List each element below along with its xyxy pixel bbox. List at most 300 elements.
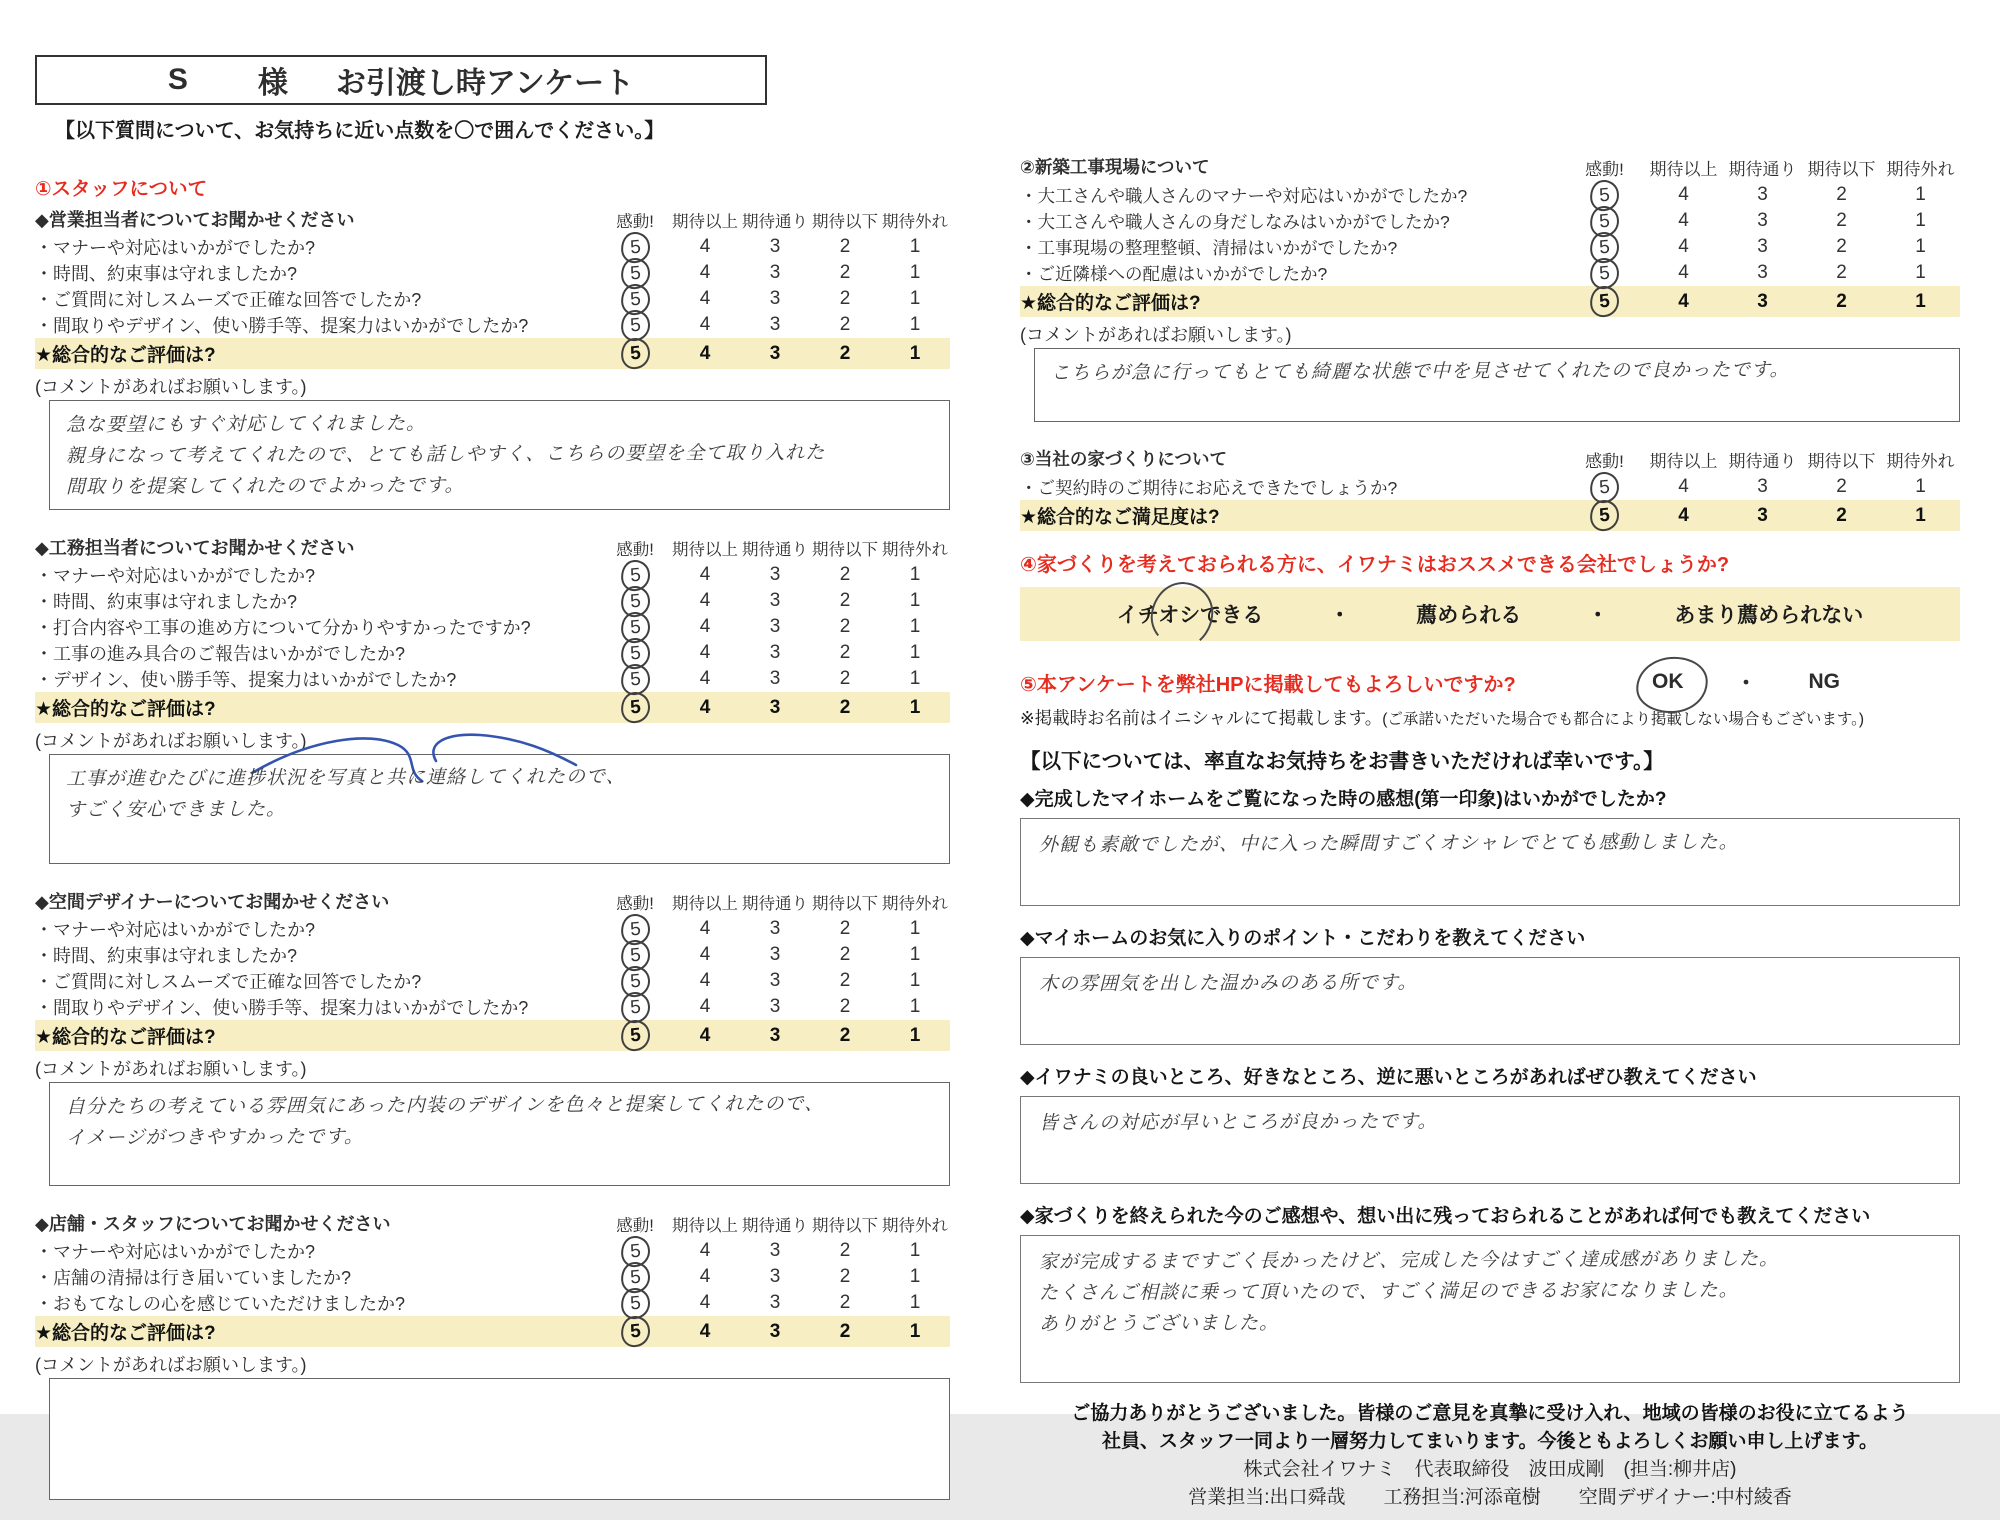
scale-label: 感動!: [616, 1217, 654, 1236]
question-label: ・マナーや対応はいかがでしたか?: [35, 566, 316, 587]
rating-option-4[interactable]: 4: [699, 288, 711, 309]
rating-option-2[interactable]: 2: [1836, 476, 1847, 497]
selected-rating-circle: 5: [1589, 256, 1621, 289]
scale-label: 期待以上: [672, 213, 738, 231]
rating-option-5[interactable]: [600, 664, 670, 695]
rating-option-1[interactable]: 1: [909, 590, 921, 612]
overall-rating-row: [35, 692, 950, 723]
rating-option-1[interactable]: 1: [1915, 236, 1926, 257]
rating-option-3[interactable]: 3: [769, 590, 781, 612]
comment-box[interactable]: [49, 1082, 950, 1186]
rating-option-4[interactable]: 4: [699, 944, 711, 966]
section-heading: ①スタッフについて: [35, 178, 208, 200]
rating-option-2[interactable]: 2: [839, 342, 851, 364]
selected-rating-circle: 5: [619, 282, 651, 315]
scale-label: 期待以下: [1807, 160, 1876, 179]
question-row: [35, 562, 950, 588]
rating-option-4[interactable]: 4: [699, 616, 711, 638]
question-row: [35, 614, 950, 640]
rating-option-1[interactable]: 1: [909, 668, 921, 690]
scale-label: 期待通り: [742, 541, 808, 560]
rating-option-4[interactable]: 4: [1678, 184, 1689, 205]
rating-option-2[interactable]: 2: [839, 564, 851, 586]
recommend-option[interactable]: 薦められる: [1416, 604, 1522, 627]
rating-option-4[interactable]: 4: [699, 1240, 711, 1262]
question-label: ・時間、約束事は守れましたか?: [35, 264, 298, 284]
hp-publish-note-small: (ご承諾いただいた場合でも都合により掲載しない場合もございます。): [1382, 711, 1865, 728]
left-column: [35, 176, 950, 1520]
rating-option-2[interactable]: 2: [839, 944, 851, 966]
scale-label: 期待以上: [1649, 452, 1718, 471]
rating-option-1[interactable]: 1: [909, 564, 921, 586]
scale-label: 期待外れ: [882, 541, 948, 560]
rating-section: [35, 1206, 950, 1500]
overall-label: ★総合的なご評価は?: [35, 699, 216, 721]
rating-scale: [1565, 500, 1960, 531]
rating-option-3[interactable]: 3: [769, 668, 781, 690]
customer-initial: S: [167, 63, 188, 96]
free-question-block: [1020, 784, 1960, 906]
rating-option-2[interactable]: 2: [839, 236, 851, 257]
question-row: [35, 640, 950, 666]
selected-rating-circle: 5: [1589, 178, 1621, 211]
rating-option-4[interactable]: 4: [1678, 236, 1689, 257]
question-row: [1020, 182, 1960, 208]
rating-scale: [600, 1316, 950, 1347]
title-box: [35, 55, 767, 105]
rating-option-3[interactable]: 3: [769, 970, 781, 992]
rating-option-2[interactable]: 2: [1836, 184, 1847, 205]
rating-scale-header: [600, 536, 950, 560]
question-label: ・店舗の清掃は行き届いていましたか?: [35, 1268, 352, 1289]
selected-rating-circle: 5: [619, 637, 651, 670]
section-heading: ③当社の家づくりについて: [1020, 449, 1227, 469]
rating-option-3[interactable]: 3: [769, 944, 781, 966]
rating-option-3[interactable]: 3: [1757, 184, 1768, 205]
question-label: ・時間、約束事は守れましたか?: [35, 592, 298, 613]
option-separator: ・: [1587, 604, 1609, 627]
free-question-label: ◆完成したマイホームをご覧になった時の感想(第一印象)はいかがでしたか?: [1020, 789, 1667, 810]
overall-rating-row: [35, 338, 950, 369]
rating-option-4[interactable]: 4: [699, 668, 711, 690]
rating-scale: [1565, 472, 1960, 503]
customer-honorific: 様: [257, 67, 288, 100]
rating-option-5[interactable]: [1565, 500, 1644, 531]
rating-option-3[interactable]: 3: [769, 1292, 781, 1314]
rating-option-2[interactable]: 2: [1836, 504, 1847, 526]
comment-box[interactable]: [49, 1378, 950, 1500]
rating-option-5[interactable]: [600, 310, 670, 341]
rating-option-1[interactable]: 1: [909, 918, 921, 940]
rating-section: [35, 884, 950, 1186]
section-subheading: ◆工務担当者についてお聞かせください: [35, 538, 355, 559]
rating-option-1[interactable]: 1: [909, 1240, 921, 1262]
free-question-block: [1020, 923, 1960, 1045]
recommend-section: [1020, 551, 1960, 641]
selected-rating-circle: 5: [619, 337, 651, 370]
rating-option-1[interactable]: 1: [909, 1024, 921, 1046]
handwritten-comment: 親身になって考えてくれたので、とても話しやすく、こちらの要望を全て取り入れた: [65, 442, 826, 467]
rating-option-3[interactable]: 3: [769, 696, 781, 718]
selected-rating-circle: 5: [619, 559, 651, 592]
question-label: ・間取りやデザイン、使い勝手等、提案力はいかがでしたか?: [35, 998, 529, 1019]
selected-rating-circle: 5: [619, 1261, 651, 1294]
handwritten-answer: 木の雰囲気を出した温かみのある所です。: [1038, 972, 1418, 995]
rating-option-1[interactable]: 1: [1915, 476, 1926, 497]
rating-scale: [1565, 258, 1960, 289]
scale-label: 期待外れ: [882, 213, 948, 231]
rating-scale: [600, 692, 950, 723]
selected-rating-circle: 5: [619, 1315, 651, 1348]
rating-scale: [600, 1288, 950, 1319]
question-label: ・大工さんや職人さんの身だしなみはいかがでしたか?: [1020, 211, 1450, 232]
rating-option-5[interactable]: [600, 1316, 670, 1347]
free-question-block: [1020, 1201, 1960, 1383]
comment-prompt: (コメントがあればお願いします。): [1020, 325, 1292, 345]
handwritten-answer: 皆さんの対応が早いところが良かったです。: [1038, 1111, 1438, 1134]
question-label: ・デザイン、使い勝手等、提案力はいかがでしたか?: [35, 670, 457, 691]
selected-rating-circle: 5: [1589, 204, 1621, 237]
rating-scale: [1565, 286, 1960, 317]
handwritten-comment: すごく安心できました。: [65, 798, 287, 821]
selected-rating-circle: 5: [619, 991, 651, 1024]
recommend-heading: ④家づくりを考えておられる方に、イワナミはおススメできる会社でしょうか?: [1020, 554, 1730, 576]
scale-label: 期待以下: [812, 541, 878, 560]
rating-option-3[interactable]: 3: [769, 996, 781, 1018]
comment-box[interactable]: [49, 754, 950, 864]
scale-label: 感動!: [616, 541, 654, 560]
free-question-label: ◆イワナミの良いところ、好きなところ、逆に悪いところがあればぜひ教えてください: [1020, 1067, 1757, 1088]
selected-rating-circle: 5: [619, 230, 651, 263]
scale-label: 期待以下: [812, 895, 878, 914]
rating-option-4[interactable]: 4: [699, 996, 711, 1018]
recommend-option[interactable]: あまり薦められない: [1674, 604, 1864, 627]
rating-option-5[interactable]: [1565, 258, 1644, 289]
selected-rating-circle: 5: [619, 1019, 651, 1052]
option-separator: ・: [1329, 604, 1351, 627]
rating-option-4[interactable]: 4: [1678, 476, 1689, 497]
handwritten-answer: 外観も素敵でしたが、中に入った瞬間すごくオシャレでとても感動しました。: [1038, 831, 1739, 856]
scale-label: 期待外れ: [1886, 452, 1955, 471]
rating-option-1[interactable]: 1: [909, 1266, 921, 1288]
question-row: [35, 1264, 950, 1290]
rating-option-4[interactable]: 4: [699, 1320, 711, 1342]
footer-line: 株式会社イワナミ 代表取締役 波田成剛 (担当:柳井店): [1243, 1459, 1737, 1480]
recommend-options-bar: [1020, 587, 1960, 641]
rating-option-1[interactable]: 1: [1915, 210, 1926, 231]
rating-option-1[interactable]: 1: [909, 944, 921, 966]
free-question-block: [1020, 1062, 1960, 1184]
handwritten-answer: 家が完成するまですごく長かったけど、完成した今はすごく達成感がありました。: [1038, 1248, 1780, 1273]
selected-rating-circle: 5: [619, 611, 651, 644]
rating-option-2[interactable]: 2: [839, 996, 851, 1018]
rating-scale: [600, 992, 950, 1023]
scale-label: 感動!: [1585, 160, 1624, 179]
rating-option-4[interactable]: 4: [699, 342, 711, 364]
rating-option-2[interactable]: 2: [839, 262, 851, 283]
comment-box[interactable]: [49, 400, 950, 510]
scale-label: 期待以下: [812, 213, 878, 231]
scale-label: 期待以下: [1807, 452, 1876, 471]
handwritten-answer: たくさんご相談に乗って頂いたので、すごく満足のできるお家になりました。: [1038, 1279, 1739, 1304]
rating-option-3[interactable]: 3: [1757, 290, 1768, 312]
rating-option-2[interactable]: 2: [839, 288, 851, 309]
question-label: ・ご近隣様への配慮はいかがでしたか?: [1020, 263, 1328, 284]
rating-option-4[interactable]: 4: [699, 696, 711, 718]
rating-option-2[interactable]: 2: [839, 970, 851, 992]
scale-label: 期待通り: [742, 213, 808, 231]
rating-option-5[interactable]: [600, 992, 670, 1023]
footer-line: ご協力ありがとうございました。皆様のご意見を真摯に受け入れ、地域の皆様のお役に立てるよう: [1071, 1403, 1909, 1424]
scale-label: 期待外れ: [882, 1217, 948, 1236]
rating-option-1[interactable]: 1: [909, 996, 921, 1018]
comment-prompt: (コメントがあればお願いします。): [35, 731, 307, 752]
question-label: ・大工さんや職人さんのマナーや対応はいかがでしたか?: [1020, 185, 1468, 206]
selected-rating-circle: 5: [619, 663, 651, 696]
comment-prompt: (コメントがあればお願いします。): [35, 377, 307, 397]
rating-option-5[interactable]: [600, 338, 670, 369]
handwritten-answer: ありがとうございました。: [1038, 1312, 1280, 1335]
selected-rating-circle: 5: [619, 965, 651, 998]
rating-option-1[interactable]: 1: [909, 1292, 921, 1314]
rating-option-4[interactable]: 4: [699, 970, 711, 992]
instruction-text: 【以下質問について、お気持ちに近い点数を〇で囲んでください。】: [55, 120, 665, 142]
answer-box[interactable]: [1020, 1096, 1960, 1184]
overall-rating-row: [35, 1316, 950, 1347]
question-row: [35, 588, 950, 614]
handwritten-comment: イメージがつきやすかったです。: [65, 1126, 364, 1149]
rating-option-2[interactable]: 2: [839, 590, 851, 612]
question-row: [35, 942, 950, 968]
rating-option-4[interactable]: 4: [699, 1292, 711, 1314]
rating-option-1[interactable]: 1: [909, 616, 921, 638]
option-separator: ・: [1735, 672, 1757, 695]
scale-label: 期待以上: [1649, 160, 1718, 179]
rating-scale-header: [1565, 447, 1960, 472]
selected-rating-circle: 5: [619, 691, 651, 724]
rating-scale: [600, 1020, 950, 1051]
rating-option-1[interactable]: 1: [909, 236, 921, 257]
rating-option-1[interactable]: 1: [909, 1320, 921, 1342]
rating-option-4[interactable]: 4: [699, 262, 711, 283]
handwritten-comment: 急な要望にもすぐ対応してくれました。: [65, 413, 427, 436]
rating-option-5[interactable]: [600, 1288, 670, 1319]
scale-label: 期待通り: [742, 1217, 808, 1236]
handwritten-comment: こちらが急に行ってもとても綺麗な状態で中を見させてくれたので良かったです。: [1050, 359, 1790, 384]
rating-option-1[interactable]: 1: [909, 342, 921, 364]
rating-option-3[interactable]: 3: [769, 288, 781, 309]
selected-rating-circle: 5: [619, 585, 651, 618]
handwritten-comment: 間取りを提案してくれたのでよかったです。: [65, 474, 465, 498]
rating-option-1[interactable]: 1: [909, 642, 921, 664]
scale-label: 期待外れ: [882, 895, 948, 914]
rating-option-1[interactable]: 1: [909, 696, 921, 718]
scale-label: 期待以上: [672, 541, 738, 560]
rating-option-4[interactable]: 4: [699, 314, 711, 335]
answer-box[interactable]: [1020, 818, 1960, 906]
rating-scale-header: [600, 890, 950, 914]
question-label: ・時間、約束事は守れましたか?: [35, 946, 298, 967]
overall-rating-row: [1020, 286, 1960, 317]
recommend-option[interactable]: イチオシできる: [1117, 599, 1264, 629]
section-subheading: ◆営業担当者についてお聞かせください: [35, 210, 355, 230]
rating-option-1[interactable]: 1: [909, 314, 921, 335]
question-label: ・ご質問に対しスムーズで正確な回答でしたか?: [35, 972, 422, 993]
hp-publish-options: [1652, 667, 1840, 697]
rating-option-2[interactable]: 2: [839, 1024, 851, 1046]
question-row: [1020, 234, 1960, 260]
rating-option-1[interactable]: 1: [909, 262, 921, 283]
scale-label: 期待以下: [812, 1217, 878, 1236]
hp-publish-note: [1020, 705, 1960, 730]
hp-publish-note-main: ※掲載時お名前はイニシャルにて掲載します。: [1020, 708, 1383, 728]
selected-option-circle: [1147, 578, 1217, 651]
rating-option-3[interactable]: 3: [769, 616, 781, 638]
hp-publish-heading: ⑤本アンケートを弊社HPに掲載してもよろしいですか?: [1020, 673, 1516, 696]
question-row: [1020, 260, 1960, 286]
rating-option-5[interactable]: [600, 692, 670, 723]
rating-option-2[interactable]: 2: [1836, 262, 1847, 283]
question-row: [1020, 208, 1960, 234]
selected-rating-circle: 5: [1589, 470, 1621, 503]
question-label: ・工事の進み具合のご報告はいかがでしたか?: [35, 644, 406, 665]
rating-option-3[interactable]: 3: [769, 642, 781, 664]
rating-option-5[interactable]: [1565, 472, 1644, 503]
rating-option-4[interactable]: 4: [699, 564, 711, 586]
rating-option-3[interactable]: 3: [1757, 504, 1768, 526]
rating-section: [35, 176, 950, 510]
rating-option-2[interactable]: 2: [839, 1240, 851, 1262]
form-title: お引渡し時アンケート: [335, 67, 635, 100]
rating-option-4[interactable]: 4: [1678, 262, 1689, 283]
hp-publish-option-ok[interactable]: OK: [1652, 670, 1684, 694]
rating-option-3[interactable]: 3: [769, 1320, 781, 1342]
scale-label: 期待通り: [742, 895, 808, 914]
rating-option-3[interactable]: 3: [769, 236, 781, 257]
rating-option-4[interactable]: 4: [1678, 290, 1689, 312]
rating-option-4[interactable]: 4: [699, 642, 711, 664]
overall-label: ★総合的なご評価は?: [1020, 293, 1201, 314]
question-row: [35, 1290, 950, 1316]
rating-option-4[interactable]: 4: [1678, 210, 1689, 231]
selected-rating-circle: 5: [619, 308, 651, 341]
rating-option-1[interactable]: 1: [909, 970, 921, 992]
overall-label: ★総合的なご評価は?: [35, 1027, 216, 1049]
selected-rating-circle: 5: [619, 939, 651, 972]
rating-option-3[interactable]: 3: [769, 342, 781, 364]
rating-option-3[interactable]: 3: [769, 1266, 781, 1288]
question-row: [35, 260, 950, 286]
rating-option-4[interactable]: 4: [699, 236, 711, 257]
rating-option-5[interactable]: [600, 1020, 670, 1051]
rating-option-3[interactable]: 3: [769, 1240, 781, 1262]
selected-rating-circle: 5: [1589, 499, 1621, 532]
rating-option-3[interactable]: 3: [1757, 210, 1768, 231]
answer-box[interactable]: [1020, 957, 1960, 1045]
rating-option-3[interactable]: 3: [1757, 236, 1768, 257]
rating-option-3[interactable]: 3: [769, 1024, 781, 1046]
rating-option-2[interactable]: 2: [839, 696, 851, 718]
rating-option-2[interactable]: 2: [1836, 210, 1847, 231]
scale-label: 感動!: [616, 895, 654, 914]
hp-publish-option-ng[interactable]: NG: [1808, 670, 1840, 693]
rating-option-2[interactable]: 2: [839, 1320, 851, 1342]
rating-option-2[interactable]: 2: [839, 642, 851, 664]
rating-option-1[interactable]: 1: [909, 288, 921, 309]
rating-option-1[interactable]: 1: [1915, 290, 1926, 312]
rating-option-2[interactable]: 2: [839, 1266, 851, 1288]
rating-scale: [600, 310, 950, 341]
handwritten-comment: 工事が進むたびに進捗状況を写真と共に連絡してくれたので、: [65, 766, 626, 791]
rating-option-2[interactable]: 2: [1836, 236, 1847, 257]
question-row: [35, 916, 950, 942]
rating-option-3[interactable]: 3: [1757, 262, 1768, 283]
rating-option-1[interactable]: 1: [1915, 184, 1926, 205]
question-label: ・マナーや対応はいかがでしたか?: [35, 1242, 316, 1263]
rating-option-2[interactable]: 2: [839, 1292, 851, 1314]
section-subheading: ◆空間デザイナーについてお聞かせください: [35, 892, 390, 913]
overall-rating-row: [1020, 500, 1960, 531]
rating-scale-header: [600, 1212, 950, 1236]
question-label: ・ご契約時のご期待にお応えできたでしょうか?: [1020, 477, 1398, 498]
rating-option-1[interactable]: 1: [1915, 262, 1926, 283]
rating-option-4[interactable]: 4: [699, 1024, 711, 1046]
rating-option-3[interactable]: 3: [769, 918, 781, 940]
selected-rating-circle: 5: [1589, 285, 1621, 318]
answer-box[interactable]: [1020, 1235, 1960, 1383]
scale-label: 感動!: [616, 213, 654, 231]
rating-option-2[interactable]: 2: [839, 616, 851, 638]
rating-option-3[interactable]: 3: [769, 314, 781, 335]
rating-option-2[interactable]: 2: [839, 314, 851, 335]
footer-line: 社員、スタッフ一同より一層努力してまいります。今後ともよろしくお願い申し上げます。: [1102, 1431, 1878, 1452]
overall-label: ★総合的なご満足度は?: [1020, 507, 1220, 528]
rating-option-4[interactable]: 4: [699, 1266, 711, 1288]
selected-rating-circle: 5: [1589, 230, 1621, 263]
question-label: ・間取りやデザイン、使い勝手等、提案力はいかがでしたか?: [35, 316, 529, 336]
comment-box[interactable]: [1034, 348, 1960, 422]
selected-rating-circle: 5: [619, 1287, 651, 1320]
rating-option-3[interactable]: 3: [769, 564, 781, 586]
rating-option-3[interactable]: 3: [769, 262, 781, 283]
question-label: ・工事現場の整理整頓、清掃はいかがでしたか?: [1020, 237, 1398, 258]
rating-option-1[interactable]: 1: [1915, 504, 1926, 526]
section-subheading: ◆店舗・スタッフについてお聞かせください: [35, 1214, 391, 1235]
rating-option-5[interactable]: [1565, 286, 1644, 317]
rating-option-2[interactable]: 2: [1836, 290, 1847, 312]
rating-option-3[interactable]: 3: [1757, 476, 1768, 497]
rating-option-2[interactable]: 2: [839, 668, 851, 690]
question-row: [35, 666, 950, 692]
scale-label: 期待通り: [1728, 452, 1797, 471]
rating-scale: [600, 664, 950, 695]
question-row: [35, 286, 950, 312]
rating-option-4[interactable]: 4: [699, 590, 711, 612]
right-column: [1020, 150, 1960, 1512]
rating-option-2[interactable]: 2: [839, 918, 851, 940]
question-label: ・マナーや対応はいかがでしたか?: [35, 920, 316, 941]
footer: [1020, 1400, 1960, 1512]
rating-option-4[interactable]: 4: [699, 918, 711, 940]
scale-label: 期待外れ: [1886, 160, 1955, 179]
question-row: [35, 994, 950, 1020]
comment-prompt: (コメントがあればお願いします。): [35, 1059, 307, 1080]
rating-option-4[interactable]: 4: [1678, 504, 1689, 526]
scale-label: 期待以上: [672, 895, 738, 914]
footer-line: 営業担当:出口舜哉 工務担当:河添竜樹 空間デザイナー:中村綾香: [1188, 1487, 1792, 1508]
question-row: [35, 1238, 950, 1264]
rating-section: [35, 530, 950, 864]
